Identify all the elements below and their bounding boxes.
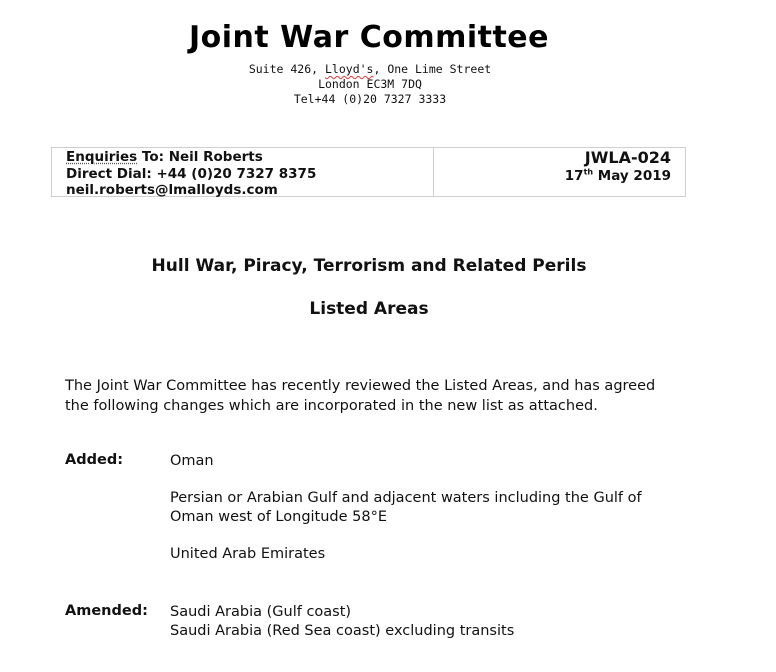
date-month-year: May 2019	[593, 168, 671, 184]
added-item-oman: Oman	[170, 453, 214, 469]
document-date	[434, 167, 671, 185]
contact-details	[52, 148, 434, 196]
intro-paragraph	[65, 376, 685, 416]
reference-number: JWLA-024	[584, 148, 671, 167]
reference-block	[434, 148, 685, 196]
enquiries-contact: To: Neil Roberts	[137, 149, 263, 165]
amended-item-red-sea: Saudi Arabia (Red Sea coast) excluding transits	[170, 623, 515, 639]
direct-dial: Direct Dial: +44 (0)20 7327 8375	[66, 165, 317, 182]
added-item-gulf-line-1: Persian or Arabian Gulf and adjacent waters including the Gulf of	[170, 490, 642, 506]
address-spellcheck-word: Lloyd's	[325, 62, 374, 76]
address-line-1-prefix: Suite 426,	[248, 62, 325, 76]
address-line-1-suffix: , One Lime Street	[373, 62, 492, 76]
address-line-1	[0, 62, 740, 77]
contact-info-box	[51, 147, 686, 197]
date-ordinal: th	[583, 167, 594, 177]
added-item-gulf	[170, 489, 642, 527]
letterhead-address	[0, 62, 740, 107]
contact-email: neil.roberts@lmalloyds.com	[66, 182, 278, 198]
sub-heading: Listed Areas	[309, 299, 429, 319]
intro-line-1: The Joint War Committee has recently reviewed the Listed Areas, and has agreed	[65, 378, 656, 394]
date-day: 17	[564, 168, 584, 184]
amended-label: Amended:	[65, 603, 148, 619]
address-line-2: London EC3M 7DQ	[318, 77, 422, 91]
amended-items	[170, 603, 514, 641]
added-label: Added:	[65, 452, 123, 468]
added-item-uae: United Arab Emirates	[170, 546, 326, 562]
enquiries-line	[66, 149, 433, 166]
amended-item-gulf-coast: Saudi Arabia (Gulf coast)	[170, 604, 352, 620]
main-heading: Hull War, Piracy, Terrorism and Related Perils	[151, 256, 587, 276]
address-phone: Tel+44 (0)20 7327 3333	[293, 92, 447, 106]
enquiries-word: Enquiries	[66, 149, 138, 165]
added-item-gulf-line-2: Oman west of Longitude 58°E	[170, 509, 388, 525]
intro-line-2: the following changes which are incorporated in the new list as attached.	[65, 398, 598, 414]
letterhead-title: Joint War Committee	[188, 20, 549, 55]
